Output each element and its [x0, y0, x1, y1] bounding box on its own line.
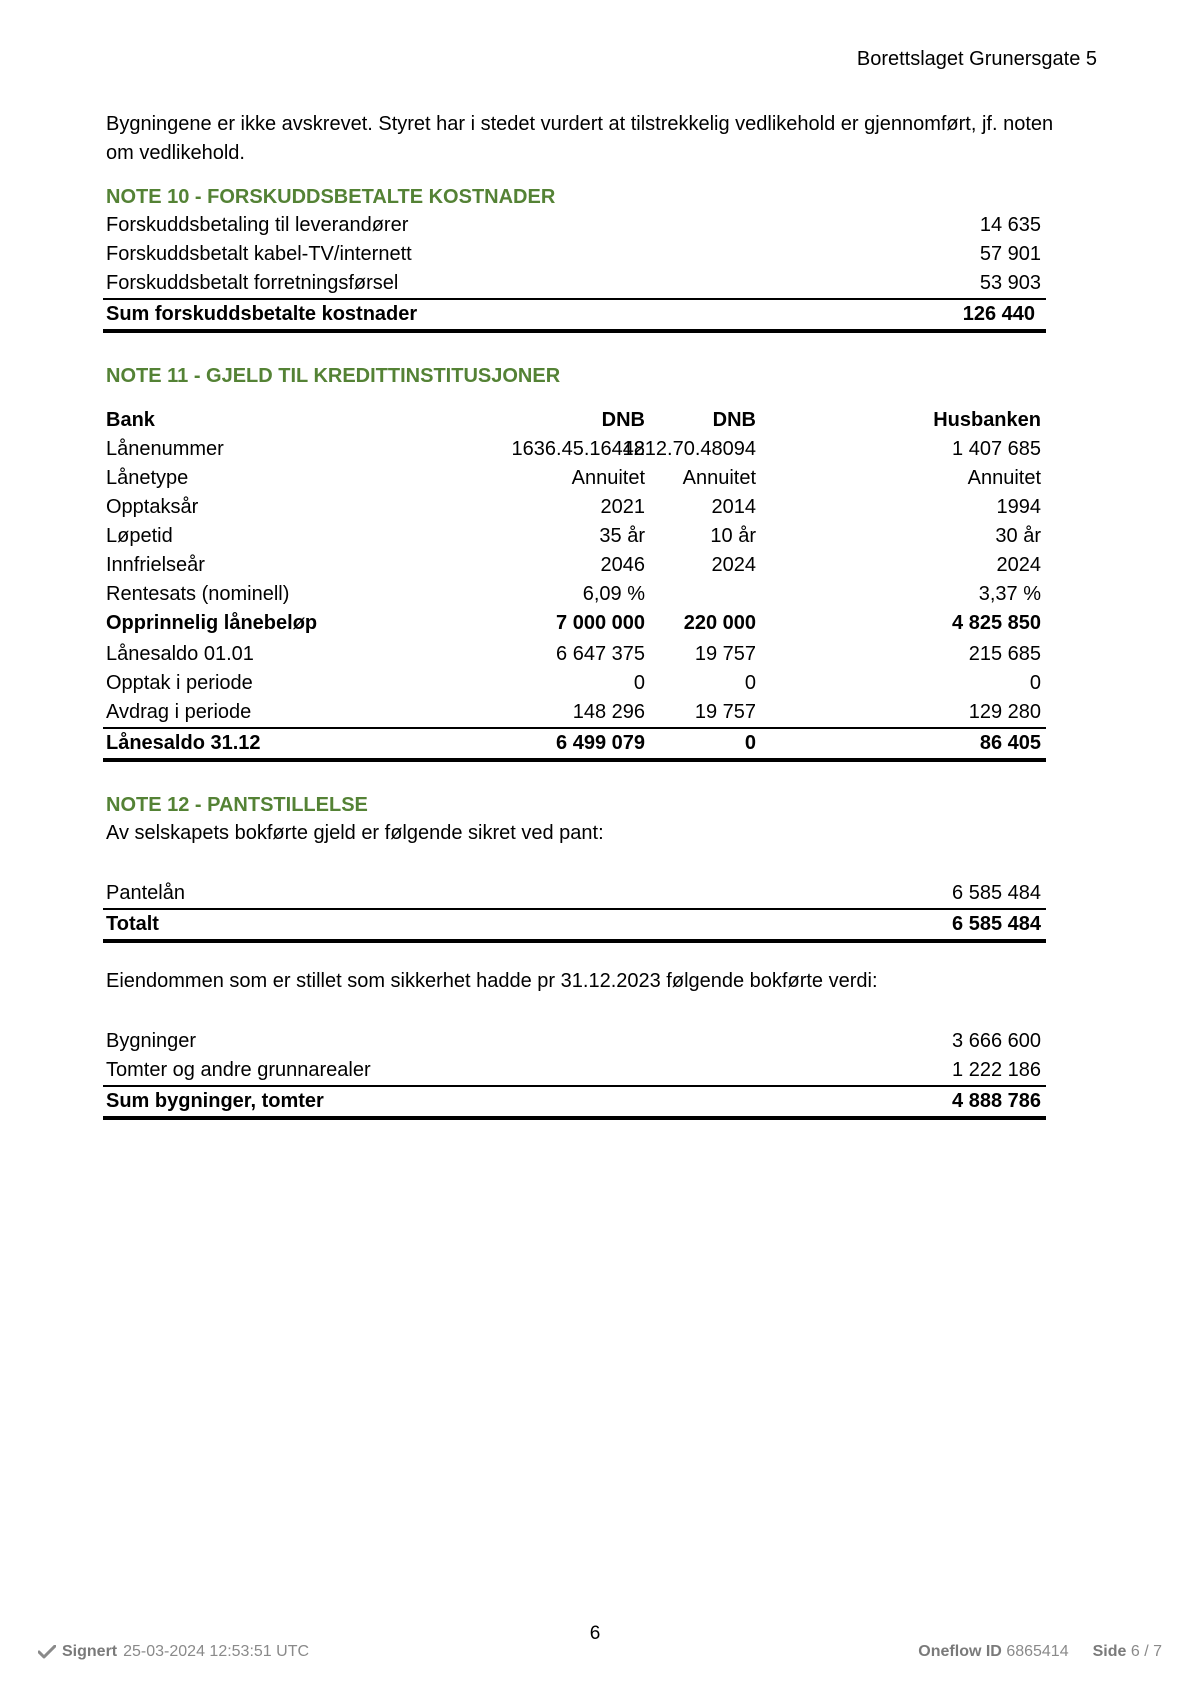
cell-dnb-2: 19 757: [694, 701, 756, 723]
cell-dnb-2: Annuitet: [682, 467, 756, 489]
cell-husbanken: 2024: [996, 554, 1041, 576]
table-row: [103, 580, 1046, 609]
col-header-3: Husbanken: [933, 409, 1041, 431]
sum-row: [103, 727, 1046, 762]
check-icon: [38, 1645, 56, 1659]
row-label: Pantelån: [106, 882, 185, 904]
row-label: Forskuddsbetalt kabel-TV/internett: [106, 243, 412, 265]
note12-text1: Av selskapets bokførte gjeld er følgende sikret ved pant:: [106, 822, 604, 844]
table-row: [103, 211, 1046, 240]
table-row: [103, 669, 1046, 698]
table-row: [103, 240, 1046, 269]
total-label: Totalt: [106, 913, 159, 935]
row-label: Avdrag i periode: [106, 701, 252, 723]
row-label: Forskuddsbetalt forretningsførsel: [106, 272, 399, 294]
cell-dnb-2: 220 000: [683, 612, 756, 634]
row-label: Lånetype: [106, 467, 189, 489]
total-row: [103, 908, 1046, 943]
sum-label: Sum forskuddsbetalte kostnader: [106, 303, 418, 325]
cell-husbanken: Annuitet: [967, 467, 1041, 489]
cell-dnb-2: 0: [744, 672, 756, 694]
row-value: 1 222 186: [952, 1059, 1041, 1081]
cell-dnb-2: 19 757: [694, 643, 756, 665]
oneflow-id-value: 6865414: [1006, 1643, 1069, 1660]
cell-husbanken: 129 280: [968, 701, 1041, 723]
sum-value: 126 440: [962, 303, 1035, 325]
cell-husbanken: 0: [1029, 672, 1041, 694]
sum-row: [103, 1085, 1046, 1120]
row-value: 53 903: [979, 272, 1041, 294]
row-value: 6 585 484: [952, 882, 1041, 904]
intro-paragraph: Bygningene er ikke avskrevet. Styret har i stedet vurdert at tilstrekkelig vedlikehold er gjennomført, jf. noten om vedlikehold.: [106, 113, 1054, 164]
row-label: Innfrielseår: [106, 554, 205, 576]
oneflow-label: Oneflow ID: [918, 1643, 1002, 1660]
cell-dnb-2: 2014: [711, 496, 756, 518]
note12-text2: Eiendommen som er stillet som sikkerhet hadde pr 31.12.2023 følgende bokførte verdi:: [106, 970, 878, 992]
table-row: [103, 435, 1046, 464]
row-label: Opprinnelig lånebeløp: [106, 612, 318, 634]
table-row: [103, 522, 1046, 551]
table-row: [103, 1056, 1046, 1085]
cell-husbanken: 30 år: [995, 525, 1041, 547]
side-label: Side: [1092, 1643, 1127, 1660]
row-label: Lånesaldo 01.01: [106, 643, 254, 665]
original-amount-row: [103, 609, 1046, 640]
table-row: [103, 269, 1046, 298]
note11-heading: NOTE 11 - GJELD TIL KREDITTINSTITUSJONER: [106, 365, 561, 387]
signed-date: 25-03-2024 12:53:51 UTC: [123, 1643, 310, 1660]
col-header-2: DNB: [712, 409, 756, 431]
row-value: 14 635: [979, 214, 1041, 236]
table-row: [103, 640, 1046, 669]
cell-husbanken: 4 825 850: [952, 612, 1041, 634]
table-row: [103, 879, 1046, 908]
row-value: 3 666 600: [952, 1030, 1041, 1052]
note12-pant-table: [103, 879, 1046, 943]
row-label: Forskuddsbetaling til leverandører: [106, 214, 409, 236]
sum-row: [103, 298, 1046, 333]
cell-dnb-1: 2046: [600, 554, 645, 576]
sum-dnb-1: 6 499 079: [556, 732, 645, 754]
table-row: [103, 551, 1046, 580]
cell-dnb-1: 0: [633, 672, 645, 694]
table-row: [103, 493, 1046, 522]
cell-dnb-2: 2024: [711, 554, 756, 576]
note10-table: [103, 211, 1046, 333]
cell-husbanken: 1 407 685: [952, 438, 1041, 460]
row-label: Opptak i periode: [106, 672, 253, 694]
cell-dnb-1: 6 647 375: [556, 643, 645, 665]
note12-property-table: [103, 1027, 1046, 1120]
row-label: Rentesats (nominell): [106, 583, 290, 605]
signature-footer: [0, 1643, 1190, 1667]
oneflow-id: [918, 1643, 1068, 1661]
header-title: Borettslaget Grunersgate 5: [856, 48, 1097, 70]
col-header-bank: Bank: [106, 409, 155, 431]
cell-dnb-1: Annuitet: [571, 467, 645, 489]
sum-label: Sum bygninger, tomter: [106, 1090, 324, 1112]
total-value: 6 585 484: [952, 913, 1041, 935]
cell-husbanken: 215 685: [968, 643, 1041, 665]
side-value: 6 / 7: [1130, 1643, 1162, 1660]
sum-label: Lånesaldo 31.12: [106, 732, 261, 754]
page-number: 6: [589, 1623, 601, 1644]
table-header-row: [103, 406, 1046, 435]
row-label: Opptaksår: [106, 496, 199, 518]
note10-heading: NOTE 10 - FORSKUDDSBETALTE KOSTNADER: [106, 186, 556, 208]
cell-dnb-2: 1212.70.48094: [622, 438, 756, 460]
sum-dnb-2: 0: [744, 732, 756, 754]
signed-info: [38, 1643, 309, 1661]
cell-dnb-1: 2021: [600, 496, 645, 518]
sum-husbanken: 86 405: [979, 732, 1041, 754]
footer-meta: [918, 1643, 1162, 1661]
table-row: [103, 1027, 1046, 1056]
col-header-1: DNB: [601, 409, 645, 431]
side-info: [1093, 1643, 1162, 1661]
row-label: Løpetid: [106, 525, 173, 547]
cell-dnb-2: 10 år: [710, 525, 756, 547]
note11-table: [103, 406, 1046, 762]
cell-dnb-1: 1636.45.16448: [511, 438, 645, 460]
cell-husbanken: 3,37 %: [978, 583, 1041, 605]
cell-dnb-1: 6,09 %: [582, 583, 645, 605]
table-row: [103, 698, 1046, 727]
cell-dnb-1: 7 000 000: [556, 612, 645, 634]
signed-label: Signert: [62, 1643, 118, 1660]
table-row: [103, 464, 1046, 493]
cell-dnb-1: 148 296: [572, 701, 645, 723]
cell-husbanken: 1994: [996, 496, 1041, 518]
row-label: Lånenummer: [106, 438, 224, 460]
row-label: Tomter og andre grunnarealer: [106, 1059, 371, 1081]
row-label: Bygninger: [106, 1030, 197, 1052]
row-value: 57 901: [979, 243, 1041, 265]
sum-value: 4 888 786: [952, 1090, 1041, 1112]
cell-dnb-1: 35 år: [599, 525, 645, 547]
note12-heading: NOTE 12 - PANTSTILLELSE: [106, 794, 368, 816]
